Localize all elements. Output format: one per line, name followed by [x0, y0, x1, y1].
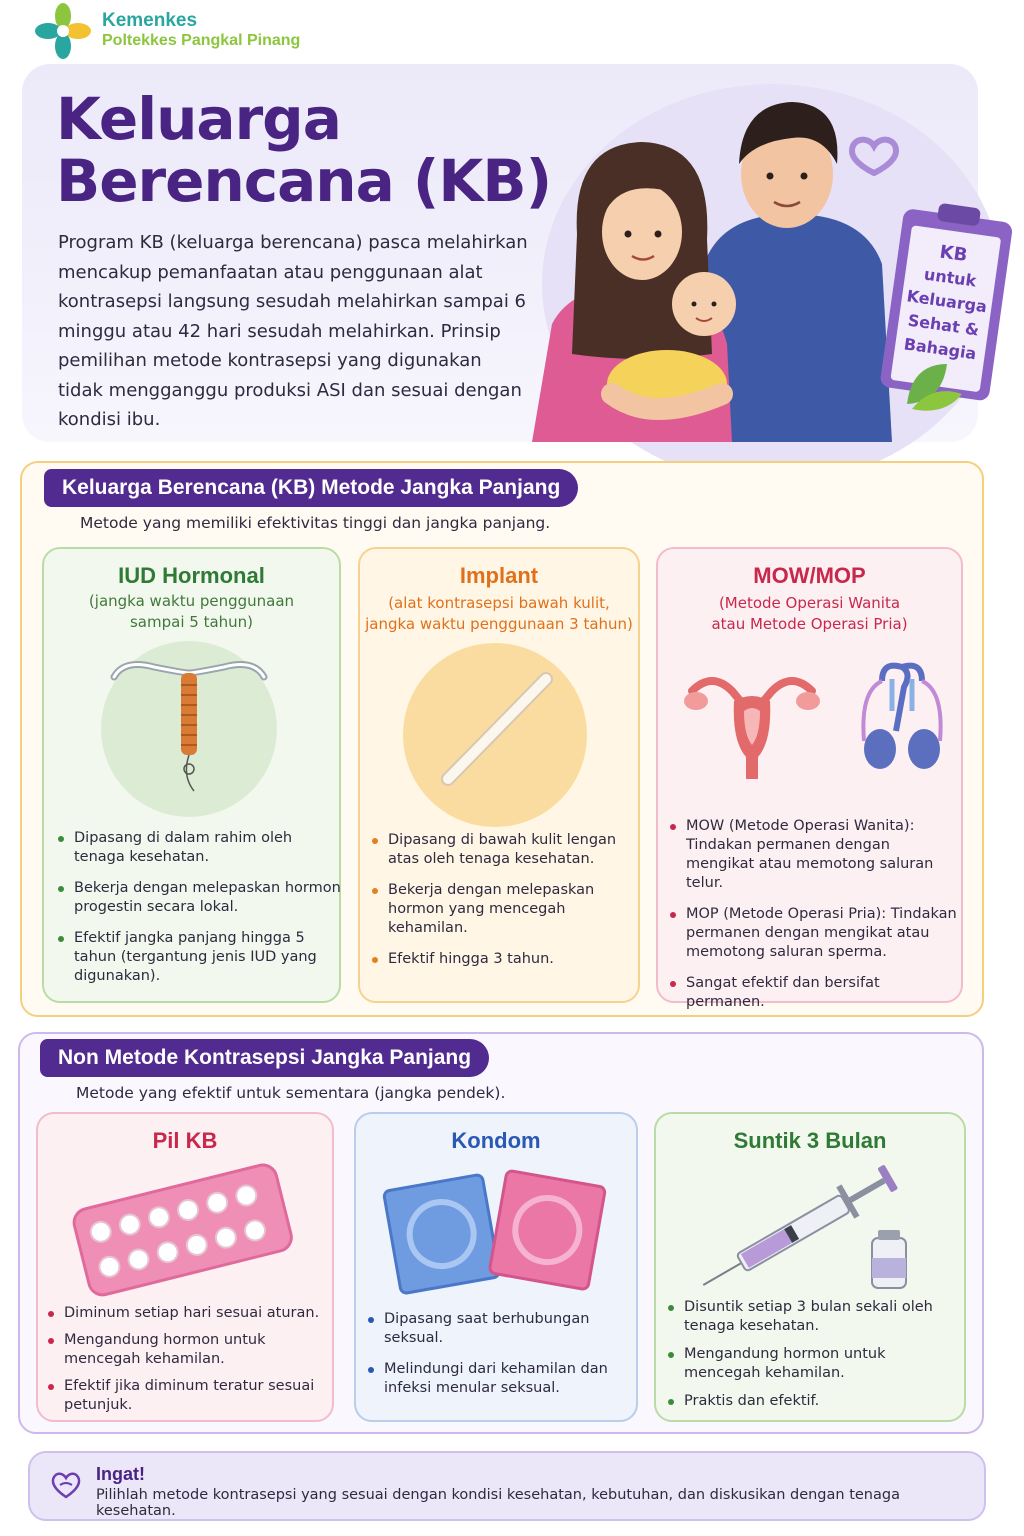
uterus-icon	[684, 681, 820, 779]
list-item: Efektif hingga 3 tahun.	[370, 950, 640, 969]
list-item: Dipasang di dalam rahim oleh tenaga kesehatan.	[56, 829, 341, 867]
hero-paragraph: Program KB (keluarga berencana) pasca melahirkan mencakup pemanfaatan atau penggunaan alat kontrasepsi langsung sesudah melahirkan sampai 6 minggu atau 42 hari sesudah melahirkan. Prinsip pemilihan metode kontrasepsi yang digunakan tidak mengganggu produksi ASI dan sesuai dengan kondisi ibu.	[58, 232, 528, 430]
brand-name: Kemenkes	[102, 10, 198, 31]
clipboard-line-4: Sehat &	[906, 310, 981, 340]
list-item: MOW (Metode Operasi Wanita): Tindakan permanen dengan mengikat atau memotong saluran telur.	[668, 817, 960, 893]
list-item: Disuntik setiap 3 bulan sekali oleh tenaga kesehatan.	[666, 1298, 958, 1336]
short-term-section	[18, 1032, 984, 1434]
mow-mop-subtitle: (Metode Operasi Wanita atau Metode Operasi Pria)	[711, 594, 908, 633]
long-term-description: Metode yang memiliki efektivitas tinggi dan jangka panjang.	[80, 514, 551, 532]
reminder-box	[28, 1451, 986, 1521]
list-item: Mengandung hormon untuk mencegah kehamilan.	[666, 1345, 958, 1383]
implant-icon	[400, 643, 590, 823]
iud-list	[56, 829, 341, 998]
list-item: Bekerja dengan melepaskan hormon progestin secara lokal.	[56, 879, 341, 917]
reproductive-organs-icon	[672, 661, 952, 791]
iud-card	[42, 547, 341, 1003]
implant-title: Implant	[459, 563, 539, 588]
reminder-title: Ingat!	[96, 1464, 145, 1484]
long-term-title: Keluarga Berencana (KB) Metode Jangka Panjang	[44, 469, 578, 507]
list-item: Efektif jika diminum teratur sesuai petunjuk.	[46, 1377, 328, 1415]
pill-card	[36, 1112, 334, 1422]
injection-card	[654, 1112, 966, 1422]
pill-list	[46, 1304, 328, 1427]
iud-subtitle: (jangka waktu penggunaan sampai 5 tahun)	[88, 592, 295, 631]
kemenkes-logo-icon	[32, 0, 94, 62]
heart-hand-icon	[48, 1467, 84, 1503]
list-item: MOP (Metode Operasi Pria): Tindakan permanen dengan mengikat atau memotong saluran sperma.	[668, 905, 960, 962]
condom-title: Kondom	[451, 1128, 541, 1153]
list-item: Sangat efektif dan bersifat permanen.	[668, 974, 960, 1012]
condom-icon	[382, 1168, 612, 1298]
clipboard-line-2: untuk	[922, 264, 978, 291]
implant-card	[358, 547, 640, 1003]
list-item: Melindungi dari kehamilan dan infeksi menular seksual.	[366, 1360, 631, 1398]
institution-name: Poltekkes Pangkal Pinang	[102, 32, 301, 49]
pill-title: Pil KB	[152, 1128, 218, 1153]
list-item: Dipasang di bawah kulit lengan atas oleh tenaga kesehatan.	[370, 831, 640, 869]
implant-list	[370, 831, 640, 981]
reminder-text: Pilihlah metode kontrasepsi yang sesuai dengan kondisi kesehatan, kebutuhan, dan diskusikan dengan tenaga kesehatan.	[96, 1487, 900, 1519]
long-term-section	[20, 461, 984, 1017]
short-term-description: Metode yang efektif untuk sementara (jangka pendek).	[76, 1084, 506, 1102]
mow-mop-list	[668, 817, 960, 1024]
short-term-title: Non Metode Kontrasepsi Jangka Panjang	[40, 1039, 489, 1077]
page-title: Keluarga Berencana (KB)	[56, 85, 552, 215]
condom-card	[354, 1112, 638, 1422]
implant-subtitle: (alat kontrasepsi bawah kulit, jangka waktu penggunaan 3 tahun)	[365, 594, 633, 633]
list-item: Diminum setiap hari sesuai aturan.	[46, 1304, 328, 1323]
iud-title: IUD Hormonal	[118, 563, 265, 588]
clipboard-line-5: Bahagia	[902, 334, 978, 364]
list-item: Efektif jangka panjang hingga 5 tahun (tergantung jenis IUD yang digunakan).	[56, 929, 341, 986]
mow-mop-card	[656, 547, 963, 1010]
injection-title: Suntik 3 Bulan	[733, 1128, 887, 1153]
pill-pack-icon	[72, 1162, 292, 1292]
condom-list	[366, 1310, 631, 1410]
iud-icon	[94, 641, 284, 811]
hero-banner	[22, 64, 989, 442]
mow-mop-title: MOW/MOP	[753, 563, 866, 588]
list-item: Mengandung hormon untuk mencegah kehamilan.	[46, 1331, 328, 1369]
clipboard-line-1: KB	[938, 241, 969, 267]
kemenkes-logo	[32, 0, 332, 62]
list-item: Praktis dan efektif.	[666, 1392, 958, 1411]
syringe-icon	[692, 1158, 932, 1290]
injection-list	[666, 1298, 958, 1423]
clipboard-line-3: Keluarga	[905, 286, 989, 317]
list-item: Dipasang saat berhubungan seksual.	[366, 1310, 631, 1348]
family-illustration	[492, 64, 989, 442]
vial-icon	[872, 1230, 906, 1288]
male-organ-icon	[863, 666, 940, 769]
list-item: Bekerja dengan melepaskan hormon yang mencegah kehamilan.	[370, 881, 640, 938]
